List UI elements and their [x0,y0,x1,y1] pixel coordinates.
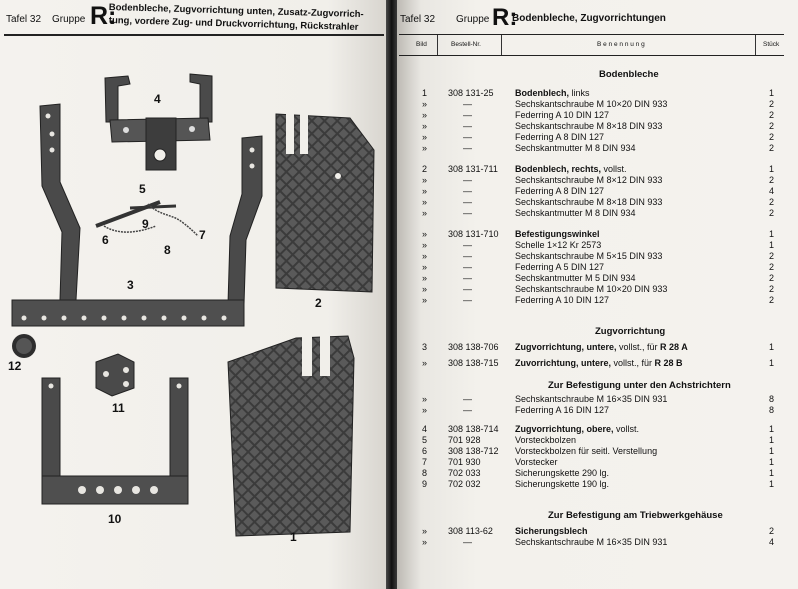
row-benennung [515,175,662,186]
row-benennung [515,358,683,369]
row-bestell-nr: 701 930 [448,457,481,467]
row-benennung [515,164,627,175]
row-bild: » [422,132,428,142]
row-bild: » [422,121,428,131]
row-stueck: 2 [769,132,775,142]
row-bild: » [422,110,428,120]
table-row [397,273,787,284]
row-bestell-nr: — [463,143,472,153]
row-benennung [515,229,600,240]
row-bestell-nr: — [463,537,472,547]
row-benennung [515,251,662,262]
row-benennung [515,197,662,208]
col-bestell-nr: Bestell-Nr. [451,41,481,48]
row-stueck: 2 [769,208,775,218]
row-benennung [515,121,662,132]
right-tafel: Tafel 32 [400,14,436,25]
part-4-upper-tow-bracket [105,74,212,170]
row-stueck: 2 [769,143,775,153]
row-stueck: 1 [769,479,775,489]
right-page [397,0,798,589]
row-benennung [515,526,588,537]
row-benennung-model: R 28 B [654,358,683,368]
row-benennung-text: Sechskantschraube M 10×20 DIN 933 [515,284,668,294]
section-zugvorrichtung: Zugvorrichtung [595,326,666,337]
row-bestell-nr: — [463,262,472,272]
label-part-2: 2 [315,296,322,310]
row-stueck: 1 [769,446,775,456]
row-bestell-nr: — [463,273,472,283]
left-page [0,0,386,589]
col-stueck: Stück [763,41,780,48]
left-title-line2: tung, vordere Zug- und Druckvorrichtung, Rückstrahler [108,15,359,33]
row-benennung-text: Sicherungskette 190 lg. [515,479,610,489]
label-part-12: 12 [8,359,22,373]
table-row [397,197,787,208]
col-benennung: B e n e n n u n g [597,41,645,48]
row-benennung [515,468,609,479]
left-group-letter: R: [90,2,117,30]
table-row [397,394,787,405]
table-row [397,186,787,197]
row-bild: » [422,99,428,109]
row-bild: 8 [422,468,428,478]
row-benennung-text: Sechskantmutter M 8 DIN 934 [515,143,636,153]
row-bestell-nr: — [463,186,472,196]
row-benennung [515,479,609,490]
row-benennung-text: Federring A 5 DIN 127 [515,262,605,272]
row-benennung-text: Sechskantschraube M 5×15 DIN 933 [515,251,663,261]
row-stueck: 1 [769,164,775,174]
table-row [397,175,787,186]
row-bild: » [422,273,428,283]
row-bild: 1 [422,88,428,98]
row-benennung-model: R 28 A [660,342,688,352]
row-benennung [515,110,609,121]
table-row [397,143,787,154]
table-row [397,537,787,548]
row-bestell-nr: — [463,99,472,109]
row-benennung-text: Federring A 10 DIN 127 [515,110,610,120]
table-row [397,121,787,132]
row-benennung-text: vollst. [601,164,627,174]
row-stueck: 2 [769,295,775,305]
left-tafel: Tafel 32 [6,14,42,25]
row-bestell-nr: — [463,197,472,207]
row-benennung [515,537,667,548]
row-benennung-text: Vorsteckbolzen [515,435,577,445]
row-bild: » [422,526,428,536]
row-benennung-text: Federring A 10 DIN 127 [515,295,610,305]
table-row [397,342,787,353]
row-benennung [515,424,639,435]
row-stueck: 2 [769,121,775,131]
table-row [397,132,787,143]
row-bestell-nr: — [463,295,472,305]
row-bestell-nr: — [463,208,472,218]
row-benennung-bold: Bodenblech, [515,88,570,98]
row-benennung-text: Schelle 1×12 Kr 2573 [515,240,602,250]
part-12-reflector [12,334,36,358]
table-row [397,526,787,537]
row-bild: 6 [422,446,428,456]
row-bild: 7 [422,457,428,467]
row-bestell-nr: 308 138-712 [448,446,499,456]
row-stueck: 2 [769,197,775,207]
row-stueck: 8 [769,394,775,404]
table-row [397,208,787,219]
table-row [397,240,787,251]
row-stueck: 1 [769,88,775,98]
row-stueck: 2 [769,251,775,261]
row-benennung [515,342,688,353]
row-benennung-bold: Zugvorrichtung, obere, [515,424,614,434]
row-bestell-nr: — [463,284,472,294]
row-bild: » [422,143,428,153]
row-bestell-nr: 308 131-711 [448,164,498,174]
table-row [397,468,787,479]
table-row [397,358,787,369]
table-row [397,479,787,490]
label-part-6: 6 [102,233,109,247]
row-bestell-nr: — [463,121,472,131]
row-stueck: 2 [769,273,775,283]
row-stueck: 1 [769,424,775,434]
right-page-title: Bodenbleche, Zugvorrichtungen [512,13,666,24]
label-part-3: 3 [127,278,134,292]
row-stueck: 2 [769,110,775,120]
row-benennung [515,88,590,99]
row-benennung-text: vollst., für [611,358,655,368]
row-benennung-text: Vorsteckbolzen für seitl. Verstellung [515,446,658,456]
label-part-11: 11 [112,401,125,415]
row-bild: 9 [422,479,428,489]
row-benennung [515,446,657,457]
row-benennung-text: Sechskantschraube M 16×35 DIN 931 [515,394,668,404]
row-benennung-text: Federring A 16 DIN 127 [515,405,610,415]
row-benennung-text: Federring A 8 DIN 127 [515,186,605,196]
row-bild: » [422,262,428,272]
row-benennung-text: links [569,88,590,98]
row-stueck: 1 [769,229,775,239]
table-row [397,88,787,99]
row-stueck: 1 [769,342,775,352]
table-row [397,435,787,446]
row-bestell-nr: 308 138-706 [448,342,499,352]
table-row [397,251,787,262]
row-stueck: 2 [769,526,775,536]
row-stueck: 2 [769,262,775,272]
section-triebwerkgehaeuse: Zur Befestigung am Triebwerkgehäuse [548,510,723,521]
row-bild: » [422,240,428,250]
row-bestell-nr: 702 033 [448,468,481,478]
row-bestell-nr: — [463,175,472,185]
table-row [397,262,787,273]
row-bestell-nr: — [463,240,472,250]
part-11-small-bracket [96,354,134,396]
row-bild: 4 [422,424,428,434]
row-bild: » [422,358,428,368]
row-benennung [515,240,601,251]
row-benennung-text: Sechskantschraube M 8×12 DIN 933 [515,175,663,185]
row-bild: » [422,405,428,415]
row-stueck: 2 [769,284,775,294]
row-bild: 2 [422,164,428,174]
table-row [397,164,787,175]
section-bodenbleche: Bodenbleche [599,69,659,80]
row-benennung [515,457,558,468]
row-bestell-nr: 702 032 [448,479,481,489]
table-row [397,405,787,416]
label-part-7: 7 [199,228,206,242]
row-benennung-text: Sicherungskette 290 lg. [515,468,610,478]
row-bild: » [422,284,428,294]
row-benennung [515,186,604,197]
row-bestell-nr: 308 138-714 [448,424,499,434]
label-part-1: 1 [290,530,297,544]
row-benennung-bold: Befestigungswinkel [515,229,600,239]
row-benennung [515,208,636,219]
row-benennung-text: vollst. [613,424,640,434]
row-bild: » [422,229,428,239]
row-benennung [515,394,667,405]
table-row [397,424,787,435]
row-stueck: 1 [769,457,775,467]
row-benennung-text: Sechskantschraube M 10×20 DIN 933 [515,99,668,109]
row-bild: » [422,175,428,185]
part-2-right-floor-plate [276,114,374,292]
label-part-4: 4 [154,92,161,106]
row-stueck: 4 [769,537,775,547]
row-stueck: 2 [769,175,775,185]
row-benennung [515,262,604,273]
row-bild: 3 [422,342,428,352]
row-stueck: 2 [769,99,775,109]
row-benennung [515,435,576,446]
row-stueck: 8 [769,405,775,415]
row-bestell-nr: — [463,132,472,142]
part-1-left-floor-plate [228,336,354,536]
row-bild: » [422,295,428,305]
row-benennung-text: Sechskantschraube M 8×18 DIN 933 [515,121,663,131]
row-bild: » [422,251,428,261]
row-bestell-nr: — [463,405,472,415]
label-part-10: 10 [108,512,122,526]
table-row [397,295,787,306]
row-benennung-text: Federring A 8 DIN 127 [515,132,605,142]
row-bild: » [422,186,428,196]
row-benennung-bold: Sicherungsblech [515,526,588,536]
row-benennung [515,143,636,154]
row-stueck: 1 [769,468,775,478]
left-title-line1: Bodenbleche, Zugvorrichtung unten, Zusatz-Zugvorrich- [108,2,364,21]
row-benennung-text: Sechskantschraube M 8×18 DIN 933 [515,197,663,207]
row-bestell-nr: — [463,251,472,261]
row-stueck: 1 [769,435,775,445]
row-bestell-nr: — [463,110,472,120]
row-bild: » [422,208,428,218]
row-benennung [515,132,604,143]
table-row [397,457,787,468]
row-bestell-nr: 308 131-25 [448,88,494,98]
table-header [399,34,784,56]
row-benennung [515,284,667,295]
row-benennung [515,295,609,306]
label-part-8: 8 [164,243,171,257]
row-benennung-bold: Zuvorrichtung, untere, [515,358,612,368]
section-achstrichtern: Zur Befestigung unter den Achstrichtern [548,380,731,391]
row-benennung [515,99,667,110]
table-row [397,110,787,121]
row-bestell-nr: 308 113-62 [448,526,493,536]
table-row [397,284,787,295]
left-gruppe: Gruppe [52,14,86,25]
table-row [397,99,787,110]
part-10-front-tow-frame [42,378,188,504]
label-part-5: 5 [139,182,146,196]
row-benennung-bold: Zugvorrichtung, untere, [515,342,617,352]
row-bild: » [422,197,428,207]
table-row [397,446,787,457]
row-bild: 5 [422,435,428,445]
right-group-letter: R: [492,4,518,31]
row-benennung-text: vollst., für [616,342,661,352]
row-bild: » [422,394,428,404]
row-benennung-text: Sechskantschraube M 16×35 DIN 931 [515,537,668,547]
label-part-9: 9 [142,217,149,231]
row-bestell-nr: 308 138-715 [448,358,499,368]
row-benennung-text: Vorstecker [515,457,558,467]
parts-illustration [0,0,386,589]
book-gutter [386,0,397,589]
row-bestell-nr: — [463,394,472,404]
row-bestell-nr: 308 131-710 [448,229,499,239]
row-bestell-nr: 701 928 [448,435,481,445]
row-benennung [515,405,609,416]
row-bild: » [422,537,428,547]
row-benennung-bold: Bodenblech, rechts, [515,164,602,174]
table-row [397,229,787,240]
row-benennung [515,273,636,284]
row-stueck: 1 [769,358,775,368]
row-benennung-text: Sechskantmutter M 8 DIN 934 [515,208,636,218]
row-stueck: 4 [769,186,775,196]
row-benennung-text: Sechskantmutter M 5 DIN 934 [515,273,636,283]
row-stueck: 1 [769,240,775,250]
right-gruppe: Gruppe [456,14,490,25]
col-bild: Bild [416,41,427,48]
